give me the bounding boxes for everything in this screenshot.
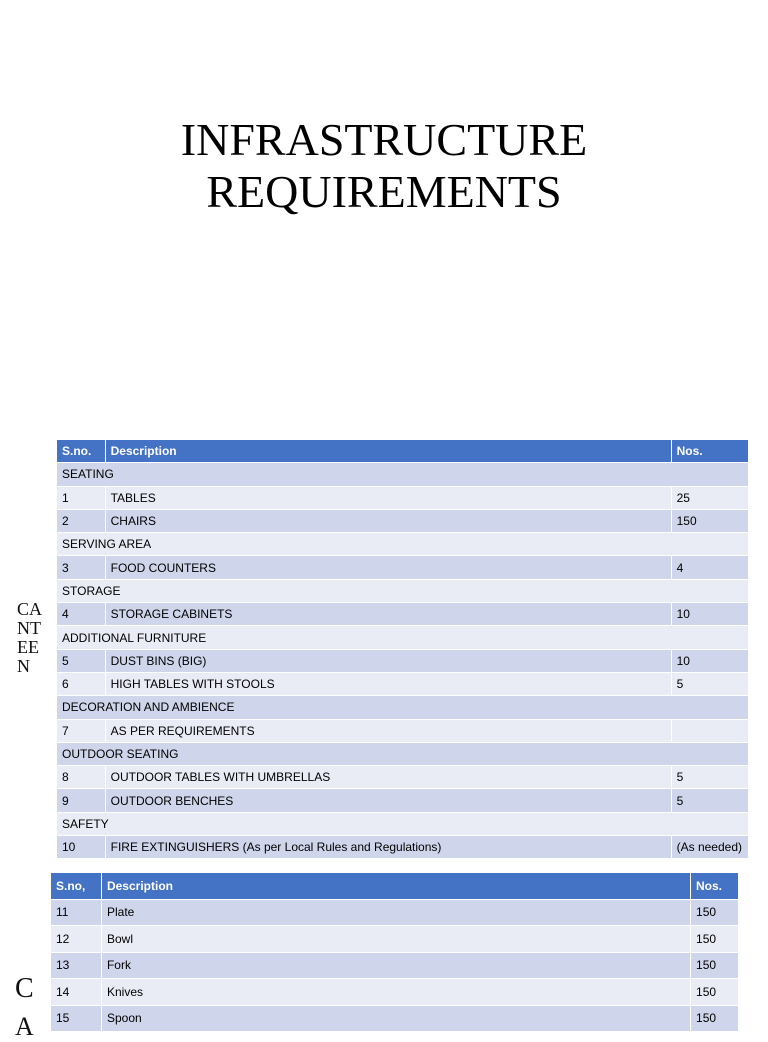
section-title: DECORATION AND AMBIENCE (57, 696, 749, 719)
cell-description: DUST BINS (BIG) (105, 649, 671, 672)
table-row (51, 979, 739, 1006)
table-row (57, 766, 749, 789)
header-description: Description (105, 440, 671, 463)
header-nos: Nos. (691, 873, 739, 900)
table-row (57, 836, 749, 859)
side-label-cutlery (15, 974, 34, 1042)
page-title (0, 114, 768, 218)
cell-nos: 4 (671, 556, 748, 579)
cell-description: Spoon (101, 1005, 690, 1032)
cell-sno: 3 (57, 556, 106, 579)
table-row (57, 603, 749, 626)
cell-description: HIGH TABLES WITH STOOLS (105, 672, 671, 695)
section-title: SAFETY (57, 812, 749, 835)
section-title: ADDITIONAL FURNITURE (57, 626, 749, 649)
table-row (57, 789, 749, 812)
cell-sno: 4 (57, 603, 106, 626)
title-line-1: INFRASTRUCTURE (180, 114, 588, 165)
cell-nos: 150 (691, 979, 739, 1006)
cell-description: FIRE EXTINGUISHERS (As per Local Rules and Regulations) (105, 836, 671, 859)
table-row (51, 952, 739, 979)
cell-nos: 150 (691, 899, 739, 926)
side-label-canteen (17, 600, 47, 676)
cell-description: Plate (101, 899, 690, 926)
header-nos: Nos. (671, 440, 748, 463)
cell-nos: 10 (671, 649, 748, 672)
cell-sno: 11 (51, 899, 102, 926)
table-row (51, 926, 739, 953)
cell-sno: 1 (57, 486, 106, 509)
header-sno: S.no. (57, 440, 106, 463)
cell-sno: 2 (57, 509, 106, 532)
table-header-row (57, 440, 749, 463)
table-row (57, 556, 749, 579)
cell-description: OUTDOOR TABLES WITH UMBRELLAS (105, 766, 671, 789)
table-row (57, 719, 749, 742)
cell-sno: 14 (51, 979, 102, 1006)
canteen-requirements-table (56, 439, 749, 859)
section-row (57, 742, 749, 765)
cell-nos: 5 (671, 766, 748, 789)
cell-nos: (As needed) (671, 836, 748, 859)
cell-sno: 10 (57, 836, 106, 859)
side-label-line: A (15, 1012, 34, 1041)
section-row (57, 533, 749, 556)
cell-description: TABLES (105, 486, 671, 509)
cutlery-requirements-table (50, 872, 739, 1032)
cell-sno: 12 (51, 926, 102, 953)
cell-sno: 8 (57, 766, 106, 789)
cell-sno: 13 (51, 952, 102, 979)
cell-description: AS PER REQUIREMENTS (105, 719, 671, 742)
section-title: STORAGE (57, 579, 749, 602)
cell-sno: 6 (57, 672, 106, 695)
cell-nos: 25 (671, 486, 748, 509)
table-row (57, 672, 749, 695)
table-row (51, 1005, 739, 1032)
side-label-line: NT (17, 618, 41, 638)
table-row (57, 649, 749, 672)
title-line-2: REQUIREMENTS (206, 166, 562, 217)
cell-sno: 9 (57, 789, 106, 812)
section-row (57, 579, 749, 602)
cell-description: OUTDOOR BENCHES (105, 789, 671, 812)
section-row (57, 463, 749, 486)
cell-description: Fork (101, 952, 690, 979)
cell-nos: 150 (691, 926, 739, 953)
section-row (57, 812, 749, 835)
section-title: SEATING (57, 463, 749, 486)
cell-sno: 7 (57, 719, 106, 742)
cell-nos (671, 719, 748, 742)
side-label-line: CA (17, 599, 43, 619)
cell-nos: 150 (691, 952, 739, 979)
table-row (57, 509, 749, 532)
section-row (57, 696, 749, 719)
cell-description: Knives (101, 979, 690, 1006)
cell-sno: 5 (57, 649, 106, 672)
cell-nos: 5 (671, 672, 748, 695)
cell-nos: 150 (691, 1005, 739, 1032)
section-title: SERVING AREA (57, 533, 749, 556)
table-row (57, 486, 749, 509)
side-label-line: C (15, 973, 34, 1004)
section-row (57, 626, 749, 649)
cell-description: Bowl (101, 926, 690, 953)
cell-description: FOOD COUNTERS (105, 556, 671, 579)
table-header-row (51, 873, 739, 900)
header-sno: S.no, (51, 873, 102, 900)
cell-nos: 5 (671, 789, 748, 812)
cell-nos: 10 (671, 603, 748, 626)
side-label-line: N (17, 656, 30, 676)
side-label-line: EE (17, 637, 39, 657)
table-row (51, 899, 739, 926)
section-title: OUTDOOR SEATING (57, 742, 749, 765)
header-description: Description (101, 873, 690, 900)
cell-description: CHAIRS (105, 509, 671, 532)
cell-description: STORAGE CABINETS (105, 603, 671, 626)
cell-nos: 150 (671, 509, 748, 532)
cell-sno: 15 (51, 1005, 102, 1032)
